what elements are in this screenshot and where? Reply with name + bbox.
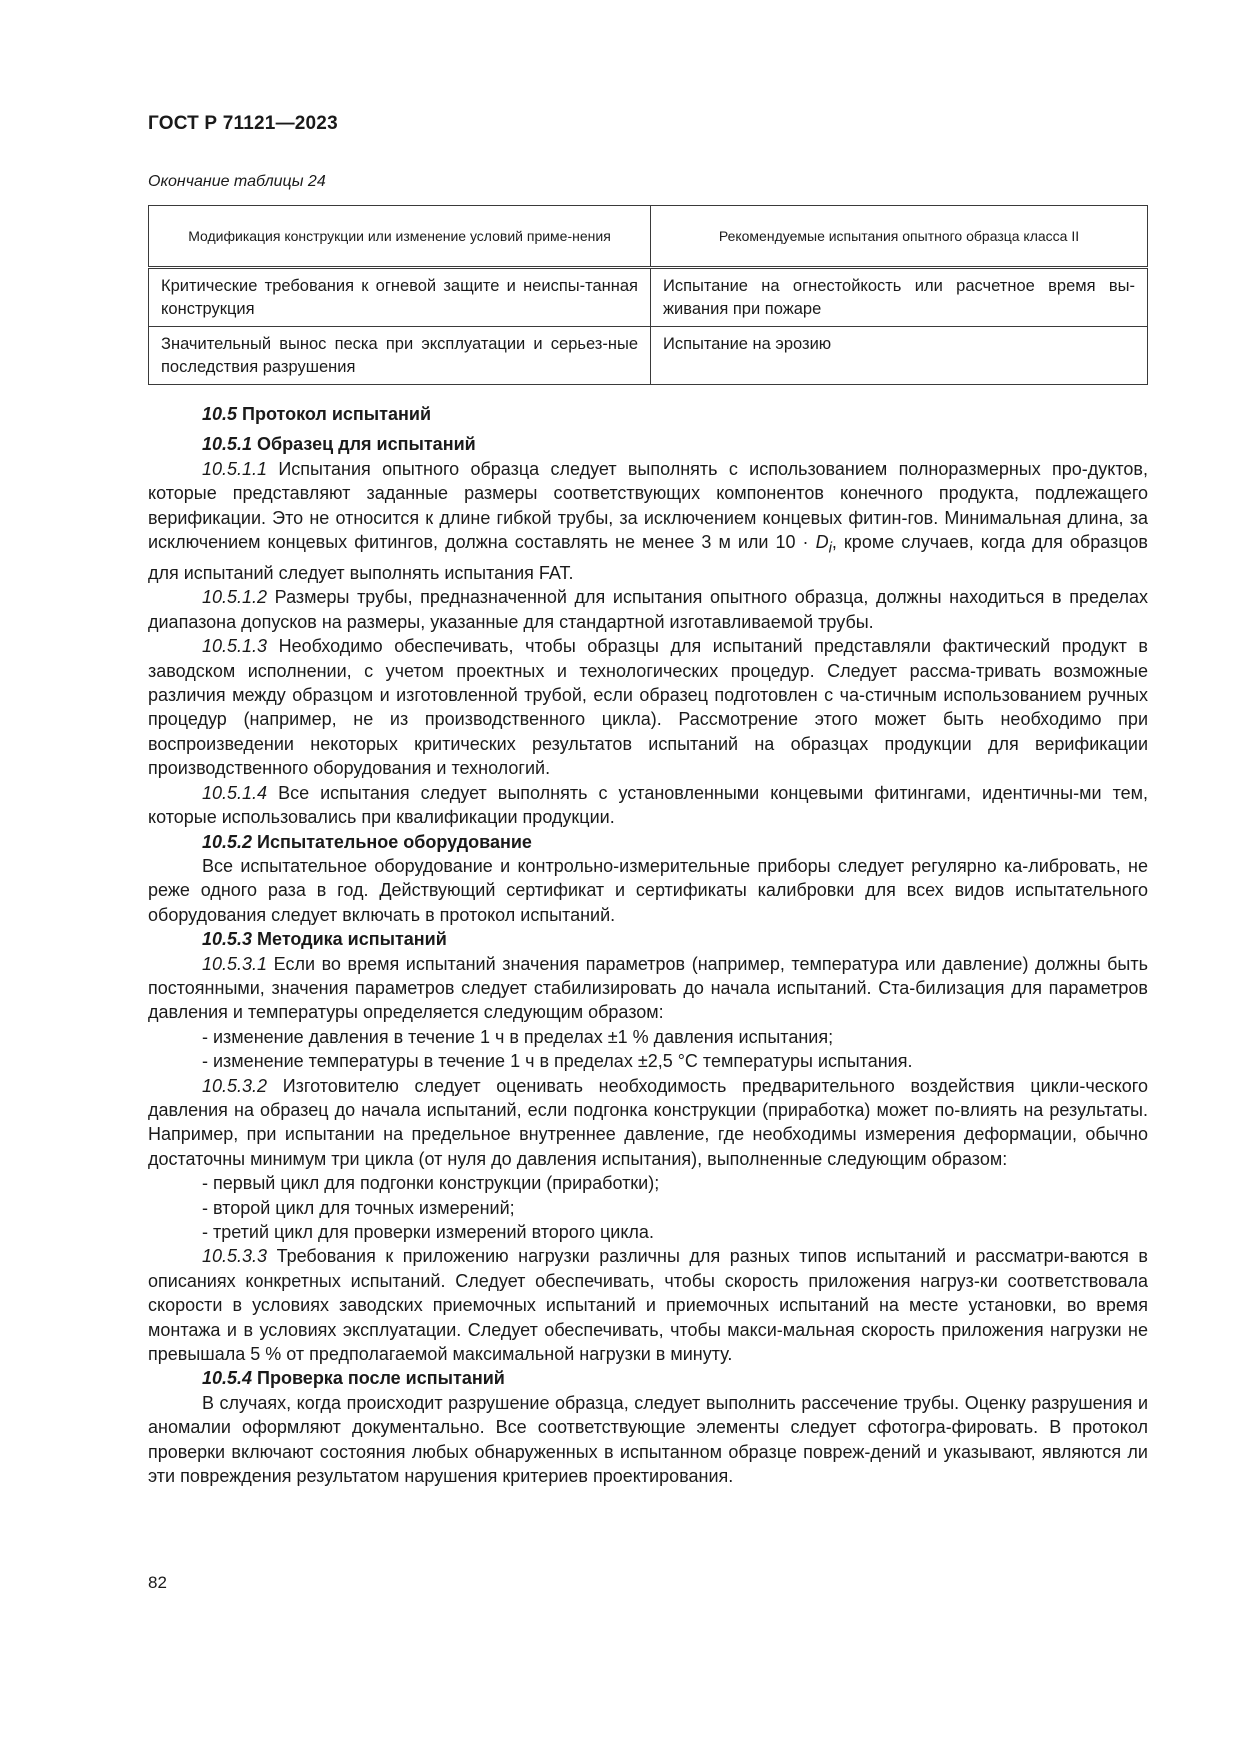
section-heading-10-5-3: 10.5.3 Методика испытаний bbox=[202, 929, 447, 950]
table-cell: Испытание на эрозию bbox=[651, 327, 1148, 385]
paragraph-10-5-3-3: 10.5.3.3 Требования к приложению нагрузки различны для разных типов испытаний и рассматри-ваются в описаниях конкретных испытаний. Следует обеспечивать, чтобы скорость приложения нагруз-ки соответствовала скорости в условиях заводских приемочных испытаний и приемочных испытаний на месте установки, во время монтажа и в условиях эксплуатации. Следует обеспечивать, чтобы макси-мальная скорость приложения нагрузки не превышала 5 % от предполагаемой максимальной нагрузки в минуту. bbox=[148, 1246, 1148, 1365]
column-header-tests: Рекомендуемые испытания опытного образца класса II bbox=[651, 206, 1148, 268]
list-item: - второй цикл для точных измерений; bbox=[202, 1197, 515, 1218]
paragraph-10-5-1-3: 10.5.1.3 Необходимо обеспечивать, чтобы образцы для испытаний представляли фактический продукт в заводском исполнении, с учетом проектных и технологических процедур. Следует рассма-тривать возможные различия между образцом и изготовленной трубой, если образец подготовлен с ча-стичным использованием ручных процедур (например, не из производственного цикла). Рассмотрение этого может быть необходимо при воспроизведении некоторых критических результатов испытаний на образцах продукции для верификации производственного оборудования и технологий. bbox=[148, 636, 1148, 779]
page-number: 82 bbox=[148, 1573, 167, 1592]
paragraph-10-5-3-1: 10.5.3.1 Если во время испытаний значения параметров (например, температура или давление) должны быть постоянными, значения параметров следует стабилизировать до начала испытаний. Ста-билизация для параметров давления и температуры определяется следующим образом: bbox=[148, 953, 1148, 1023]
section-heading-10-5-2: 10.5.2 Испытательное оборудование bbox=[202, 831, 532, 852]
paragraph-10-5-1-4: 10.5.1.4 Все испытания следует выполнять с установленными концевыми фитингами, идентичны-ми тем, которые использовались при квалификации продукции. bbox=[148, 782, 1148, 828]
paragraph-10-5-1-1: 10.5.1.1 Испытания опытного образца следует выполнять с использованием полноразмерных про-дуктов, которые представляют заданные размеры соответствующих компонентов конечного продукта, подлежащего верификации. Это не относится к длине гибкой трубы, за исключением концевых фитин-гов. Минимальная длина, за исключением концевых фитингов, должна составлять не менее 3 м или $10 \cdot D_i$, кроме случаев, когда для образцов для испытаний следует выполнять испытания FAT. bbox=[148, 458, 1148, 584]
paragraph-10-5-1-2: 10.5.1.2 Размеры трубы, предназначенной для испытания опытного образца, должны находиться в пределах диапазона допусков на размеры, указанные для стандартной изготавливаемой трубы. bbox=[148, 587, 1148, 632]
table-cell: Значительный вынос песка при эксплуатации и серьез-ные последствия разрушения bbox=[149, 327, 651, 385]
list-item: - третий цикл для проверки измерений второго цикла. bbox=[202, 1222, 654, 1242]
paragraph-10-5-3-2: 10.5.3.2 Изготовителю следует оценивать необходимость предварительного воздействия цикли-ческого давления на образец до начала испытаний, если подгонка конструкции (приработка) может по-влиять на результаты. Например, при испытании на предельное внутреннее давление, где необходимы измерения деформации, обычно достаточны минимум три цикла (от нуля до давления испытания), выполненные следующим образом: bbox=[148, 1075, 1148, 1169]
table-row bbox=[149, 268, 1148, 327]
column-header-modification: Модификация конструкции или изменение условий приме-нения bbox=[149, 206, 651, 268]
table-header-row bbox=[149, 206, 1148, 268]
section-heading-10-5: 10.5 Протокол испытаний bbox=[202, 404, 432, 424]
table-cell: Испытание на огнестойкость или расчетное время вы-живания при пожаре bbox=[651, 268, 1148, 327]
table-row bbox=[149, 327, 1148, 385]
paragraph-10-5-4: В случаях, когда происходит разрушение образца, следует выполнить рассечение трубы. Оценку разрушения и аномалии оформляют документально. Все соответствующие элементы следует сфотогра-фировать. В протокол проверки включают состояния любых обнаруженных в испытанном образце повреж-дений и указывают, являются ли эти повреждения результатом нарушения критериев проектирования. bbox=[148, 1392, 1148, 1487]
paragraph-10-5-2: Все испытательное оборудование и контрольно-измерительные приборы следует регулярно ка-либровать, не реже одного раза в год. Действующий сертификат и сертификаты калибровки для всех видов испытательного оборудования следует включать в протокол испытаний. bbox=[148, 855, 1148, 925]
table-cell: Критические требования к огневой защите и неиспы-танная конструкция bbox=[149, 268, 651, 327]
document-body bbox=[148, 402, 1148, 1488]
requirements-table bbox=[148, 205, 1148, 385]
list-item: - первый цикл для подгонки конструкции (приработки); bbox=[202, 1173, 660, 1194]
document-header: ГОСТ Р 71121—2023 bbox=[148, 113, 338, 134]
section-heading-10-5-4: 10.5.4 Проверка после испытаний bbox=[202, 1368, 505, 1389]
section-heading-10-5-1: 10.5.1 Образец для испытаний bbox=[202, 434, 476, 455]
table-caption: Окончание таблицы 24 bbox=[148, 173, 326, 190]
list-item: - изменение давления в течение 1 ч в пределах ±1 % давления испытания; bbox=[202, 1026, 834, 1047]
list-item: - изменение температуры в течение 1 ч в пределах ±2,5 °С температуры испытания. bbox=[202, 1051, 913, 1072]
